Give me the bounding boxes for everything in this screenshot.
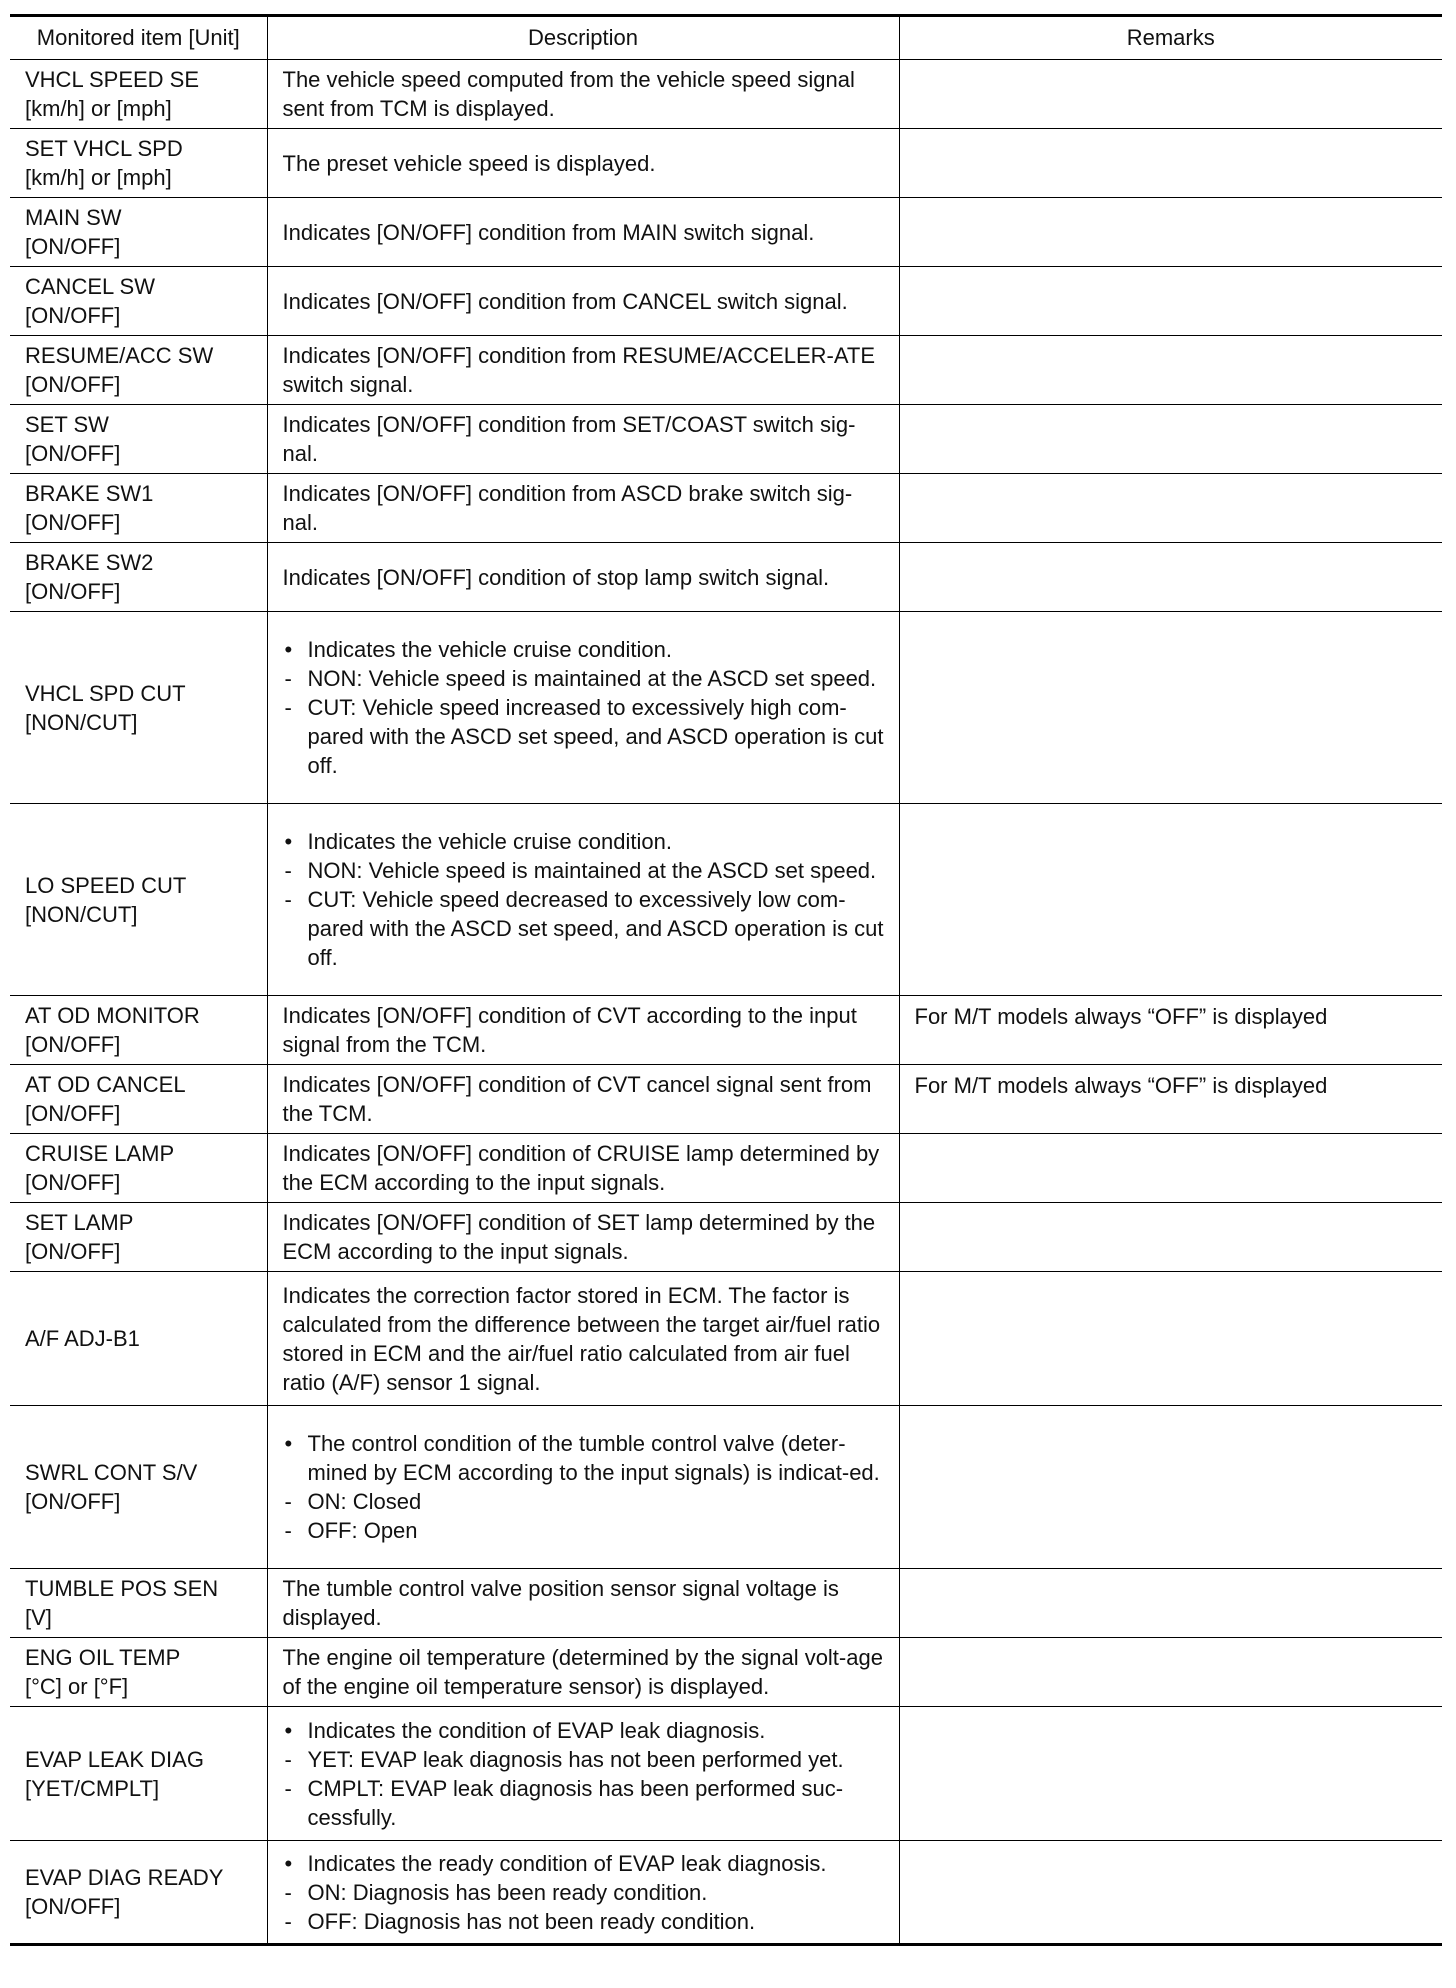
description-bullet <box>283 1716 885 1745</box>
remarks-cell <box>899 1569 1442 1638</box>
header-description: Description <box>267 16 899 60</box>
monitored-item-cell <box>10 474 267 543</box>
table-row <box>10 1841 1442 1945</box>
item-name: RESUME/ACC SW <box>25 343 214 368</box>
monitored-item-cell <box>10 1134 267 1203</box>
description-cell <box>267 1638 899 1707</box>
description-bullet <box>283 827 885 856</box>
bullet-text: OFF: Diagnosis has not been ready condition. <box>307 1908 756 1934</box>
description-cell <box>267 1065 899 1134</box>
remarks-cell <box>899 1638 1442 1707</box>
remarks-cell <box>899 612 1442 804</box>
table-row <box>10 1406 1442 1569</box>
monitored-item-cell <box>10 1203 267 1272</box>
description-text: Indicates [ON/OFF] condition from CANCEL switch signal. <box>282 288 848 314</box>
remarks-cell <box>899 267 1442 336</box>
bullet-marker: - <box>284 1746 292 1772</box>
monitored-item-cell <box>10 1272 267 1406</box>
item-unit: [NON/CUT] <box>25 901 138 927</box>
monitored-item-cell <box>10 198 267 267</box>
remarks-cell <box>899 198 1442 267</box>
remarks-cell <box>899 1203 1442 1272</box>
monitored-item-cell <box>10 1065 267 1134</box>
remarks-cell: For M/T models always “OFF” is displayed <box>899 996 1442 1065</box>
monitored-item-cell <box>10 612 267 804</box>
table-row <box>10 1134 1442 1203</box>
item-unit: [ON/OFF] <box>25 234 121 259</box>
bullet-marker: - <box>284 1489 292 1514</box>
remarks-cell <box>899 1406 1442 1569</box>
item-name: MAIN SW <box>25 205 122 230</box>
bullet-marker: • <box>284 1850 293 1876</box>
item-unit: [km/h] or [mph] <box>25 165 172 190</box>
bullet-text: Indicates the condition of EVAP leak diagnosis. <box>307 1717 766 1743</box>
bullet-text: The control condition of the tumble control valve (deter-mined by ECM according to the input signals) is indicat-ed. <box>307 1431 880 1485</box>
bullet-text: CUT: Vehicle speed decreased to excessively low com-pared with the ASCD set speed, and ASCD operation is cut off. <box>307 887 884 970</box>
remarks-cell <box>899 405 1442 474</box>
monitored-item-cell <box>10 1406 267 1569</box>
remarks-cell <box>899 543 1442 612</box>
description-bullet <box>283 664 885 693</box>
bullet-marker: • <box>284 829 293 854</box>
item-unit: [ON/OFF] <box>25 1101 121 1126</box>
remarks-cell <box>899 1841 1442 1945</box>
table-row <box>10 405 1442 474</box>
header-remarks: Remarks <box>899 16 1442 60</box>
item-unit: [NON/CUT] <box>25 709 138 735</box>
table-row <box>10 1707 1442 1841</box>
remarks-cell <box>899 1134 1442 1203</box>
item-name: SET VHCL SPD <box>25 136 183 161</box>
item-name: AT OD CANCEL <box>25 1072 186 1097</box>
description-cell <box>267 543 899 612</box>
bullet-marker: • <box>284 1431 293 1456</box>
description-cell <box>267 996 899 1065</box>
remarks-cell <box>899 1707 1442 1841</box>
description-bullet <box>283 635 885 664</box>
table-row <box>10 474 1442 543</box>
description-text: The engine oil temperature (determined by the signal volt-age of the engine oil temperature sensor) is displayed. <box>282 1645 883 1699</box>
item-unit: [ON/OFF] <box>25 579 121 604</box>
bullet-text: CUT: Vehicle speed increased to excessively high com-pared with the ASCD set speed, and ASCD operation is cut off. <box>307 695 884 778</box>
description-bullet <box>283 856 885 885</box>
bullet-marker: - <box>284 695 292 720</box>
description-cell <box>267 60 899 129</box>
table-row <box>10 1065 1442 1134</box>
description-text: The vehicle speed computed from the vehicle speed signal sent from TCM is displayed. <box>282 67 855 121</box>
description-text: Indicates [ON/OFF] condition of CVT according to the input signal from the TCM. <box>282 1003 857 1057</box>
bullet-text: NON: Vehicle speed is maintained at the ASCD set speed. <box>307 858 877 883</box>
remarks-cell <box>899 1272 1442 1406</box>
remarks-cell <box>899 129 1442 198</box>
bullet-marker: - <box>284 1518 292 1543</box>
description-cell <box>267 1841 899 1945</box>
item-unit: [ON/OFF] <box>25 1894 121 1919</box>
table-row <box>10 804 1442 996</box>
bullet-marker: - <box>284 666 292 691</box>
monitored-item-cell <box>10 60 267 129</box>
monitored-item-cell <box>10 336 267 405</box>
description-cell <box>267 198 899 267</box>
monitored-item-cell <box>10 1569 267 1638</box>
monitored-item-cell <box>10 996 267 1065</box>
bullet-text: CMPLT: EVAP leak diagnosis has been performed suc-cessfully. <box>307 1775 844 1830</box>
table-row <box>10 1203 1442 1272</box>
description-cell <box>267 336 899 405</box>
description-text: Indicates [ON/OFF] condition from SET/COAST switch sig-nal. <box>282 412 856 466</box>
description-text: Indicates [ON/OFF] condition of stop lamp switch signal. <box>282 564 830 590</box>
description-bullet <box>283 693 885 780</box>
item-unit: [YET/CMPLT] <box>25 1775 160 1801</box>
remarks-cell <box>899 474 1442 543</box>
bullet-text: OFF: Open <box>307 1518 418 1543</box>
data-monitor-table-page <box>10 14 1442 1946</box>
item-name: ENG OIL TEMP <box>25 1645 181 1670</box>
remarks-cell <box>899 336 1442 405</box>
item-name: AT OD MONITOR <box>25 1003 200 1028</box>
bullet-text: Indicates the ready condition of EVAP leak diagnosis. <box>307 1850 827 1876</box>
table-row <box>10 198 1442 267</box>
description-text: Indicates [ON/OFF] condition of SET lamp determined by the ECM according to the input signals. <box>282 1210 876 1264</box>
item-name: LO SPEED CUT <box>25 872 187 898</box>
remarks-cell: For M/T models always “OFF” is displayed <box>899 1065 1442 1134</box>
description-bullet <box>283 1429 885 1487</box>
bullet-marker: - <box>284 887 292 912</box>
item-name: SET SW <box>25 412 109 437</box>
item-name: CRUISE LAMP <box>25 1141 175 1166</box>
table-row <box>10 1569 1442 1638</box>
bullet-marker: • <box>284 1717 293 1743</box>
monitored-item-cell <box>10 1707 267 1841</box>
item-unit: [V] <box>25 1605 52 1630</box>
item-name: A/F ADJ-B1 <box>25 1326 140 1351</box>
item-unit: [ON/OFF] <box>25 303 121 328</box>
bullet-text: ON: Closed <box>307 1489 422 1514</box>
monitored-item-cell <box>10 804 267 996</box>
table-row <box>10 1272 1442 1406</box>
description-cell <box>267 267 899 336</box>
bullet-text: ON: Diagnosis has been ready condition. <box>307 1879 708 1905</box>
table-row <box>10 60 1442 129</box>
description-bullet <box>283 1745 885 1774</box>
item-name: BRAKE SW1 <box>25 481 154 506</box>
description-cell <box>267 1569 899 1638</box>
item-unit: [ON/OFF] <box>25 1239 121 1264</box>
description-cell <box>267 1134 899 1203</box>
description-text: Indicates the correction factor stored in ECM. The factor is calculated from the difference between the target air/fuel ratio stored in ECM and the air/fuel ratio calculated from air fuel ratio (A/F) sensor 1 signal. <box>282 1282 881 1395</box>
description-bullet <box>283 1849 885 1878</box>
item-name: VHCL SPEED SE <box>25 67 200 92</box>
description-cell <box>267 1272 899 1406</box>
description-text: Indicates [ON/OFF] condition from MAIN switch signal. <box>282 219 815 245</box>
item-name: EVAP DIAG READY <box>25 1865 224 1890</box>
bullet-text: Indicates the vehicle cruise condition. <box>307 829 672 854</box>
item-unit: [ON/OFF] <box>25 372 121 397</box>
description-cell <box>267 804 899 996</box>
description-bullet <box>283 1907 885 1936</box>
table-body <box>10 60 1442 1945</box>
item-unit: [km/h] or [mph] <box>25 96 172 121</box>
bullet-marker: - <box>284 1908 292 1934</box>
monitored-item-cell <box>10 1638 267 1707</box>
item-unit: [ON/OFF] <box>25 1489 121 1514</box>
remarks-cell <box>899 804 1442 996</box>
description-text: The preset vehicle speed is displayed. <box>282 150 656 176</box>
bullet-text: YET: EVAP leak diagnosis has not been performed yet. <box>307 1746 844 1772</box>
item-unit: [ON/OFF] <box>25 441 121 466</box>
table-row <box>10 612 1442 804</box>
item-name: SWRL CONT S/V <box>25 1460 198 1485</box>
header-monitored-item: Monitored item [Unit] <box>10 16 267 60</box>
table-row <box>10 543 1442 612</box>
description-cell <box>267 1707 899 1841</box>
description-bullet <box>283 885 885 972</box>
description-cell <box>267 1406 899 1569</box>
monitored-item-cell <box>10 1841 267 1945</box>
bullet-text: NON: Vehicle speed is maintained at the ASCD set speed. <box>307 666 877 691</box>
item-unit: [°C] or [°F] <box>25 1674 129 1699</box>
description-bullet <box>283 1516 885 1545</box>
monitored-items-table <box>10 14 1442 1946</box>
item-unit: [ON/OFF] <box>25 1170 121 1195</box>
description-cell <box>267 405 899 474</box>
item-name: TUMBLE POS SEN <box>25 1576 219 1601</box>
table-row <box>10 1638 1442 1707</box>
bullet-marker: • <box>284 637 293 662</box>
description-text: Indicates [ON/OFF] condition of CRUISE lamp determined by the ECM according to the input signals. <box>282 1141 880 1195</box>
item-unit: [ON/OFF] <box>25 1032 121 1057</box>
bullet-marker: - <box>284 1879 292 1905</box>
description-bullet <box>283 1487 885 1516</box>
table-row <box>10 336 1442 405</box>
item-unit: [ON/OFF] <box>25 510 121 535</box>
bullet-marker: - <box>284 1775 292 1801</box>
description-text: The tumble control valve position sensor signal voltage is displayed. <box>282 1576 839 1630</box>
item-name: SET LAMP <box>25 1210 134 1235</box>
table-row <box>10 129 1442 198</box>
description-text: Indicates [ON/OFF] condition from RESUME/ACCELER-ATE switch signal. <box>282 343 876 397</box>
monitored-item-cell <box>10 543 267 612</box>
description-text: Indicates [ON/OFF] condition of CVT cancel signal sent from the TCM. <box>282 1072 872 1126</box>
table-row <box>10 996 1442 1065</box>
description-cell <box>267 129 899 198</box>
description-cell <box>267 1203 899 1272</box>
description-text: Indicates [ON/OFF] condition from ASCD brake switch sig-nal. <box>282 481 853 535</box>
monitored-item-cell <box>10 405 267 474</box>
table-row <box>10 267 1442 336</box>
item-name: CANCEL SW <box>25 274 155 299</box>
bullet-marker: - <box>284 858 292 883</box>
description-cell <box>267 612 899 804</box>
item-name: BRAKE SW2 <box>25 550 154 575</box>
description-bullet <box>283 1878 885 1907</box>
table-header-row <box>10 16 1442 60</box>
item-name: EVAP LEAK DIAG <box>25 1746 204 1772</box>
description-cell <box>267 474 899 543</box>
monitored-item-cell <box>10 267 267 336</box>
bullet-text: Indicates the vehicle cruise condition. <box>307 637 672 662</box>
item-name: VHCL SPD CUT <box>25 680 186 706</box>
monitored-item-cell <box>10 129 267 198</box>
description-bullet <box>283 1774 885 1832</box>
remarks-cell <box>899 60 1442 129</box>
